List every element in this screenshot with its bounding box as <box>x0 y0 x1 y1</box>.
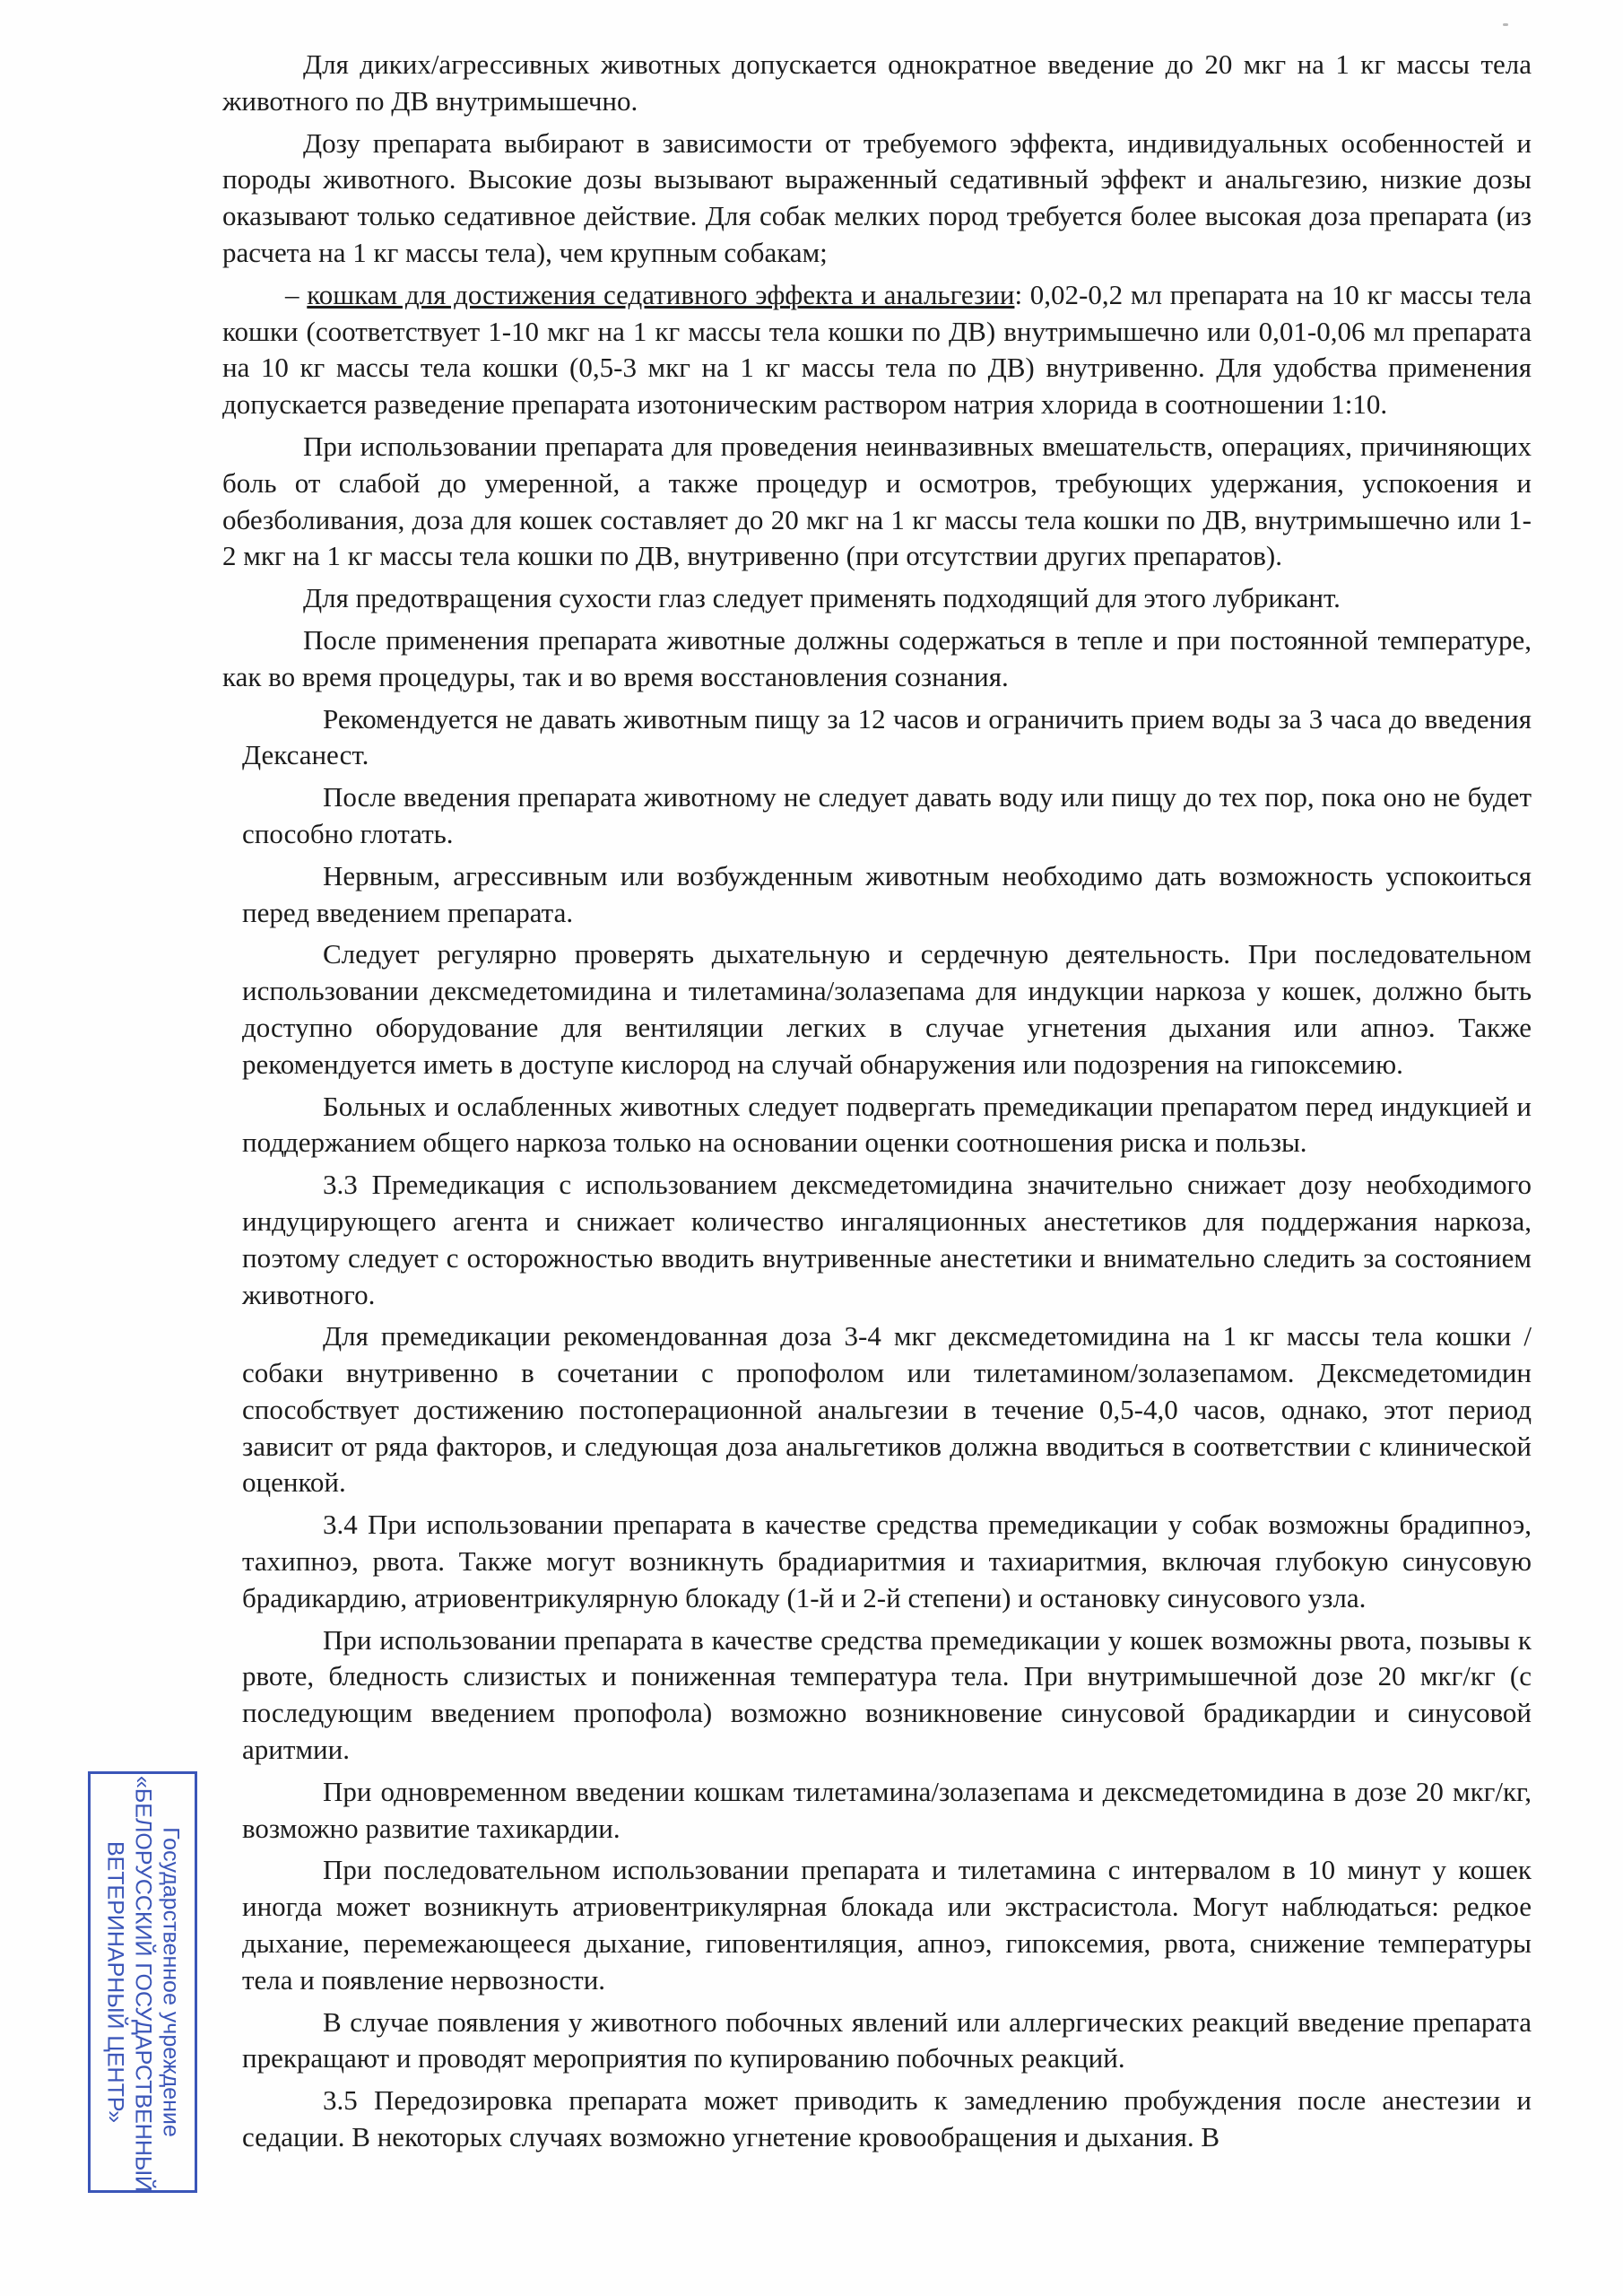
stamp-line-1: Государственное учреждение <box>158 1827 184 2137</box>
paragraph-eye-lubricant: Для предотвращения сухости глаз следует применять подходящий для этого лубрикант. <box>303 582 1341 614</box>
paragraph-side-effects: В случае появления у животного побочных явлений или аллергических реакций введение препарата прекращают и проводят мероприятия по купированию побочных реакций. <box>242 2005 1532 2074</box>
stamp-line-2: «БЕЛОРУССКИЙ ГОСУДАРСТВЕННЫЙ <box>130 1776 156 2193</box>
paragraph-monitoring: Следует регулярно проверять дыхательную и сердечную деятельность. При последовательном использовании дексмедетомидина и тилетамина/золазепама для индукции наркоза у кошек, должно быть доступно оборудование для вентиляции легких в случае угнетения дыхания или апноэ. Также рекомендуется иметь в доступе кислород на случай обнаружения или подозрения на гипоксемию. <box>242 938 1532 1080</box>
dash-mark: – <box>285 278 308 310</box>
paragraph-fasting: Рекомендуется не давать животным пищу за 12 часов и ограничить прием воды за 3 часа до введения Дексанест. <box>242 702 1532 771</box>
paragraph-nervous: Нервным, агрессивным или возбужденным животным необходимо дать возможность успокоиться перед введением препарата. <box>242 859 1532 928</box>
paragraph-cats-premedication: При использовании препарата в качестве средства премедикации у кошек возможны рвота, позывы к рвоте, бледность слизистых и пониженная температура тела. При внутримышечной дозе 20 мкг/кг (с последующим введением пропофола) возможно возникновение синусовой брадикардии и синусовой аритмии. <box>242 1623 1532 1766</box>
paragraph-noninvasive: При использовании препарата для проведения неинвазивных вмешательств, операциях, причиняющих боль от слабой до умеренной, а также процедур и осмотров, требующих удержания, успокоения и обезболивания, доза для кошек составляет до 20 мкг на 1 кг массы тела кошки по ДВ, внутримышечно или 1-2 мкг на 1 кг массы тела кошки по ДВ, внутривенно (при отсутствии других препаратов). <box>222 430 1532 572</box>
paragraph-av-block: При последовательном использовании препарата и тилетамина с интервалом в 10 минут у кошек иногда может возникнуть атриовентрикулярная блокада или экстрасистола. Могут наблюдаться: редкое дыхание, перемежающееся дыхание, гиповентиляция, апноэ, гипоксемия, рвота, снижение температуры тела и появление нервозности. <box>242 1854 1532 1996</box>
body-text <box>222 47 1532 2161</box>
official-stamp <box>88 1771 197 2193</box>
paragraph-dose-selection: Дозу препарата выбирают в зависимости от требуемого эффекта, индивидуальных особенностей и породы животного. Высокие дозы вызывают выраженный седативный эффект и анальгезию, низкие дозы оказывают только седативное действие. Для собак мелких пород требуется более высокая доза препарата (из расчета на 1 кг массы тела), чем крупным собакам; <box>222 126 1532 268</box>
paragraph-wild-animals: Для диких/агрессивных животных допускается однократное введение до 20 мкг на 1 кг массы тела животного по ДВ внутримышечно. <box>222 48 1532 117</box>
paragraph-tachycardia: При одновременном введении кошкам тилетамина/золазепама и дексмедетомидина в дозе 20 мкг/кг, возможно развитие тахикардии. <box>242 1775 1532 1844</box>
cat-dose-heading: кошкам для достижения седативного эффекта и анальгезии <box>307 278 1015 310</box>
paragraph-swallow: После введения препарата животному не следует давать воду или пищу до тех пор, пока оно не будет способно глотать. <box>242 781 1532 849</box>
paragraph-3-4: 3.4 При использовании препарата в качестве средства премедикации у собак возможны брадипноэ, тахипноэ, рвота. Также могут возникнуть брадиаритмия и тахиаритмия, включая глубокую синусовую брадикардию, атриовентрикулярную блокаду (1-й и 2-й степени) и остановку синусового узла. <box>242 1509 1532 1613</box>
cat-dose-text: : 0,02-0,2 мл препарата на 10 кг массы тела кошки (соответствует 1-10 мкг на 1 кг массы тела кошки по ДВ) внутримышечно или 0,01-0,06 мл препарата на 10 кг массы тела кошки (0,5-3 мкг на 1 кг массы тела по ДВ) внутривенно. Для удобства применения допускается разведение препарата изотоническим раствором натрия хлорида в соотношении 1:10. <box>222 278 1532 421</box>
stamp-line-3: ВЕТЕРИНАРНЫЙ ЦЕНТР» <box>102 1840 128 2124</box>
paragraph-weak-animals: Больных и ослабленных животных следует подвергать премедикации препаратом перед индукцией и поддержанием общего наркоза только на основании оценки соотношения риска и пользы. <box>242 1090 1532 1159</box>
scan-speck <box>1503 23 1508 26</box>
cat-dose-item <box>222 277 1532 423</box>
paragraph-warmth: После применения препарата животные должны содержаться в тепле и при постоянной температуре, как во время процедуры, так и во время восстановления сознания. <box>222 623 1532 692</box>
paragraph-3-5: 3.5 Передозировка препарата может приводить к замедлению пробуждения после анестезии и седации. В некоторых случаях возможно угнетение кровообращения и дыхания. В <box>242 2084 1532 2153</box>
stamp-text <box>101 1776 185 2193</box>
paragraph-premedication-dose: Для премедикации рекомендованная доза 3-4 мкг дексмедетомидина на 1 кг массы тела кошки /собаки внутривенно в сочетании с пропофолом или тилетамином/золазепамом. Дексмедетомидин способствует достижению постоперационной анальгезии в течение 0,5-4,0 часов, однако, этот период зависит от ряда факторов, и следующая доза анальгетиков должна вводиться в соответствии с клинической оценкой. <box>242 1320 1532 1499</box>
paragraph-3-3: 3.3 Премедикация с использованием дексмедетомидина значительно снижает дозу необходимого индуцирующего агента и снижает количество ингаляционных анестетиков для поддержания наркоза, поэтому следует с осторожностью вводить внутривенные анестетики и внимательно следить за состоянием животного. <box>242 1169 1532 1310</box>
